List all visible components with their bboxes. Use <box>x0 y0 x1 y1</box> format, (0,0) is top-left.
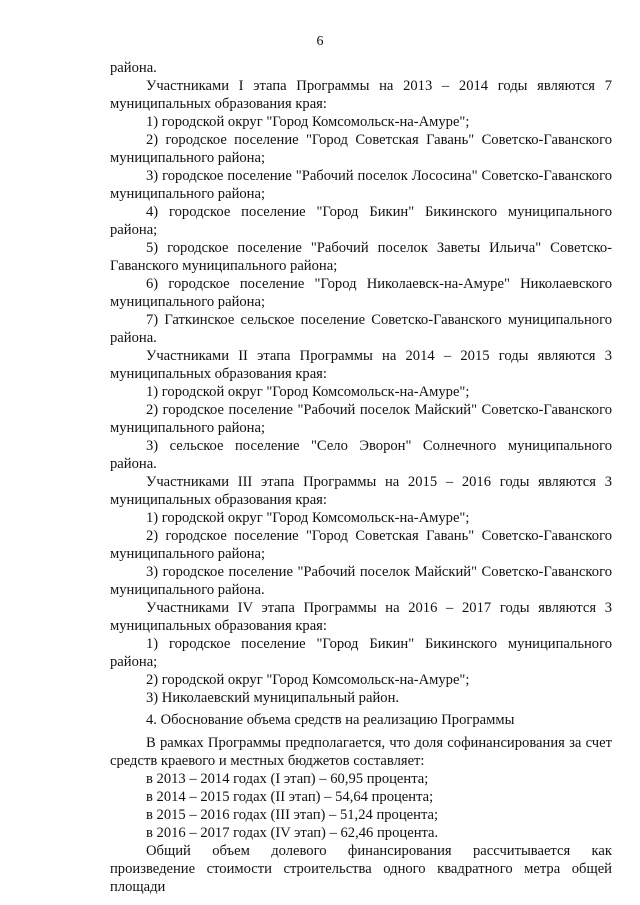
paragraph: 2) городское поселение "Город Советская Гавань" Советско-Гаванского муниципального района; <box>110 528 612 562</box>
paragraph: 3) городское поселение "Рабочий поселок Лососина" Советско-Гаванского муниципального района; <box>110 168 612 202</box>
paragraph: Участниками III этапа Программы на 2015 – 2016 годы являются 3 муниципальных образования края: <box>110 474 612 508</box>
section-heading: 4. Обоснование объема средств на реализацию Программы <box>146 712 515 728</box>
financing-list <box>110 770 612 842</box>
financing-item: в 2015 – 2016 годах (III этап) – 51,24 процента; <box>146 807 439 823</box>
paragraph: Участниками II этапа Программы на 2014 – 2015 годы являются 3 муниципальных образования края: <box>110 348 612 382</box>
paragraph: 3) городское поселение "Рабочий поселок Майский" Советско-Гаванского муниципального района. <box>110 564 612 598</box>
document-body <box>110 59 612 896</box>
paragraph: 1) городской округ "Город Комсомольск-на-Амуре"; <box>146 384 470 400</box>
paragraph: 7) Гаткинское сельское поселение Советско-Гаванского муниципального района. <box>110 312 612 346</box>
financing-closing: Общий объем долевого финансирования рассчитывается как произведение стоимости строительства одного квадратного метра общей площади <box>110 843 612 895</box>
financing-intro: В рамках Программы предполагается, что доля софинансирования за счет средств краевого и местных бюджетов составляет: <box>110 735 612 769</box>
paragraph: 3) Николаевский муниципальный район. <box>146 690 400 706</box>
financing-item: в 2013 – 2014 годах (I этап) – 60,95 процента; <box>146 771 429 787</box>
paragraph: 2) городское поселение "Рабочий поселок Майский" Советско-Гаванского муниципального района; <box>110 402 612 436</box>
paragraph: Участниками I этапа Программы на 2013 – 2014 годы являются 7 муниципальных образования края: <box>110 78 612 112</box>
paragraph: 1) городской округ "Город Комсомольск-на-Амуре"; <box>146 114 470 130</box>
paragraph: 1) городское поселение "Город Бикин" Бикинского муниципального района; <box>110 636 612 670</box>
page-number: 6 <box>316 34 324 49</box>
paragraph: 6) городское поселение "Город Николаевск-на-Амуре" Николаевского муниципального района; <box>110 276 612 310</box>
participants-section <box>110 59 612 707</box>
paragraph: района. <box>110 60 157 76</box>
paragraph: 1) городской округ "Город Комсомольск-на-Амуре"; <box>146 510 470 526</box>
paragraph: Участниками IV этапа Программы на 2016 – 2017 годы являются 3 муниципальных образования края: <box>110 600 612 634</box>
financing-item: в 2014 – 2015 годах (II этап) – 54,64 процента; <box>146 789 434 805</box>
paragraph: 3) сельское поселение "Село Эворон" Солнечного муниципального района. <box>110 438 612 472</box>
paragraph: 2) городское поселение "Город Советская Гавань" Советско-Гаванского муниципального района; <box>110 132 612 166</box>
paragraph: 5) городское поселение "Рабочий поселок Заветы Ильича" Советско-Гаванского муниципального района; <box>110 240 612 274</box>
paragraph: 4) городское поселение "Город Бикин" Бикинского муниципального района; <box>110 204 612 238</box>
paragraph: 2) городской округ "Город Комсомольск-на-Амуре"; <box>146 672 470 688</box>
financing-item: в 2016 – 2017 годах (IV этап) – 62,46 процента. <box>146 825 439 841</box>
